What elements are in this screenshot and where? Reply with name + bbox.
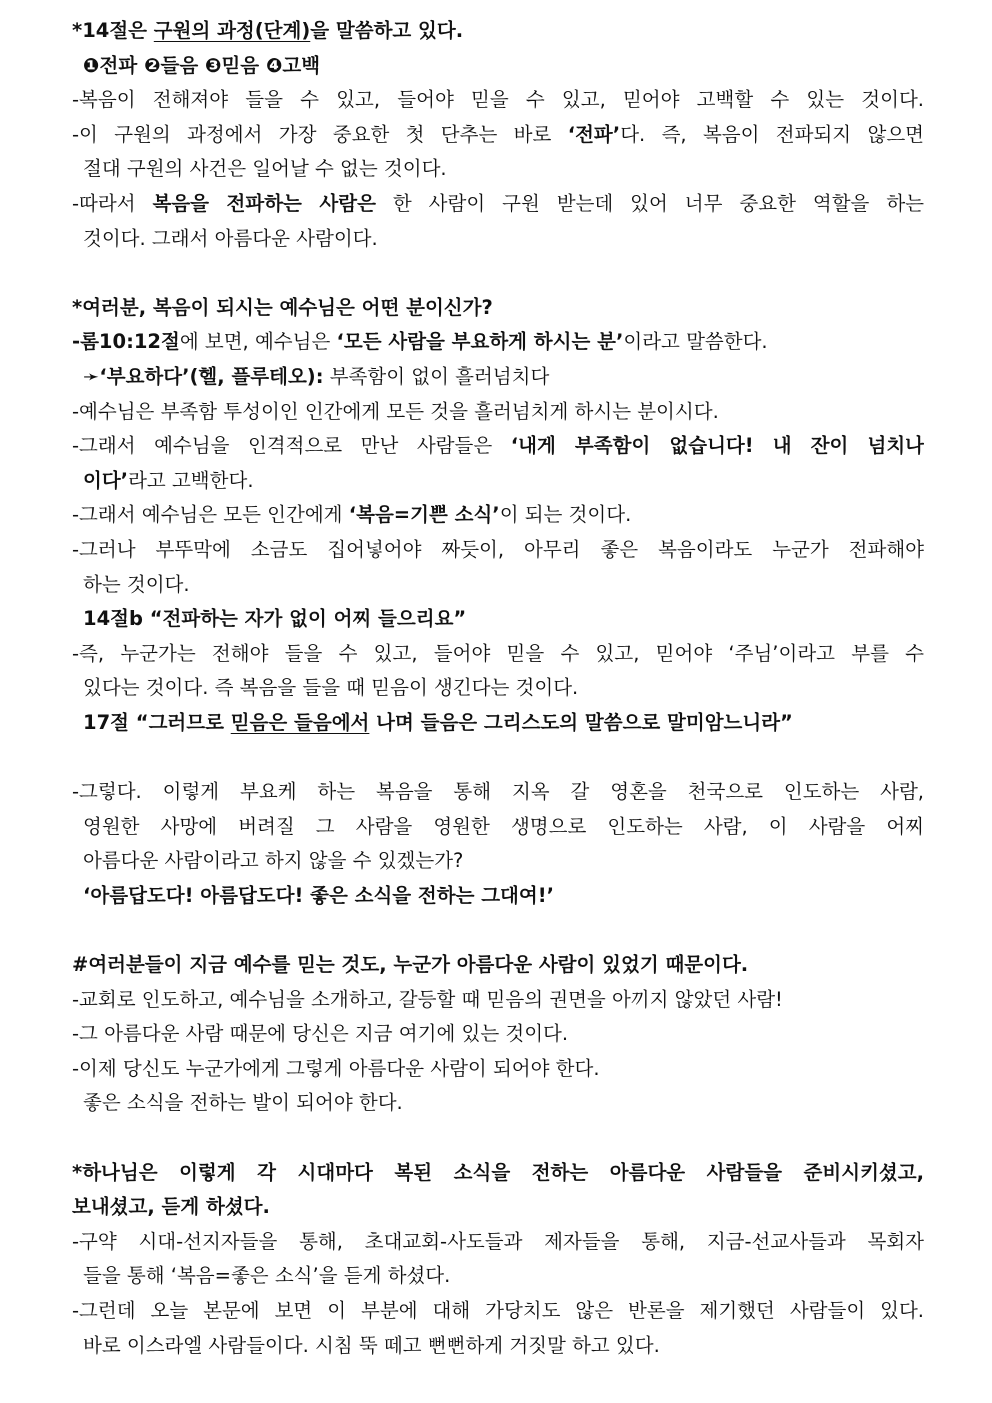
paragraph-line: -교회로 인도하고, 예수님을 소개하고, 갈등할 때 믿음의 권면을 아끼지 않았던 사람! xyxy=(72,987,783,1011)
heading-suffix: 을 말씀하고 있다. xyxy=(310,19,464,42)
paragraph-line: -예수님은 부족함 투성이인 인간에게 모든 것을 흘러넘치게 하시는 분이시다. xyxy=(72,399,719,423)
scripture-verse-14b xyxy=(72,602,924,637)
text-run: -그래서 예수님을 인격적으로 만난 사람들은 xyxy=(72,434,511,458)
paragraph-line: -즉, 누군가는 전해야 들을 수 있고, 들어야 믿을 수 있고, 믿어야 ‘주님’이라고 부를 수 xyxy=(72,641,924,665)
emphasis-text: ‘복음=기쁜 소식’ xyxy=(348,503,500,527)
paragraph-line: 아름다운 사람이라고 하지 않을 수 있겠는가? xyxy=(83,849,464,873)
verse-prefix: 17절 “그러므로 xyxy=(83,710,231,734)
paragraph-line: -복음이 전해져야 들을 수 있고, 들어야 믿을 수 있고, 믿어야 고백할 수 있는 것이다. xyxy=(72,88,924,112)
section-heading-god-prepared xyxy=(72,1156,924,1191)
paragraph-line: -구약 시대-선지자들을 통해, 초대교회-사도들과 제자들을 통해, 지금-선교사들과 목회자 xyxy=(72,1229,924,1253)
definition-term: ➛‘부요하다’(헬, 플루테오): xyxy=(83,364,324,388)
text-run: 다. 즉, 복음이 전파되지 않으면 xyxy=(620,122,924,146)
emphasis-text: ‘모든 사람을 부요하게 하시는 분’ xyxy=(336,330,624,354)
text-run: 이 되는 것이다. xyxy=(499,503,632,527)
paragraph-line xyxy=(72,187,924,222)
blank-line xyxy=(72,740,924,775)
emphasis-text: ‘전파’ xyxy=(567,122,621,146)
paragraph-line: 것이다. 그래서 아름다운 사람이다. xyxy=(83,226,378,250)
text-run: -따라서 xyxy=(72,191,153,215)
paragraph-line xyxy=(72,118,924,153)
verse-suffix: 나며 들음은 그리스도의 말씀으로 말미암느니라” xyxy=(369,710,793,734)
paragraph-line: -이제 당신도 누군가에게 그렇게 아름다운 사람이 되어야 한다. xyxy=(72,1056,600,1080)
section-heading-jesus xyxy=(72,291,924,326)
emphasis-text: ‘내게 부족함이 없습니다! 내 잔이 넘치나 xyxy=(510,434,924,458)
paragraph-line xyxy=(72,464,924,499)
text-run: -이 구원의 과정에서 가장 중요한 첫 단추는 바로 xyxy=(72,122,568,146)
blank-line xyxy=(72,1121,924,1156)
salvation-steps xyxy=(72,49,924,84)
paragraph-line: 하는 것이다. xyxy=(83,572,190,596)
section-heading-salvation-process xyxy=(72,14,924,49)
paragraph-line xyxy=(72,325,924,360)
heading-text: 보내셨고, 듣게 하셨다. xyxy=(72,1195,270,1219)
heading-text: *하나님은 이렇게 각 시대마다 복된 소식을 전하는 아름다운 사람들을 준비시키셨고, xyxy=(72,1160,924,1184)
text-run: 라고 고백한다. xyxy=(128,468,254,492)
heading-prefix: *14절은 xyxy=(72,19,154,42)
paragraph-line: 바로 이스라엘 사람들이다. 시침 뚝 떼고 뻔뻔하게 거짓말 하고 있다. xyxy=(83,1333,660,1357)
paragraph-line xyxy=(72,498,924,533)
paragraph-line: -그 아름다운 사람 때문에 당신은 지금 여기에 있는 것이다. xyxy=(72,1022,569,1046)
blank-line xyxy=(72,256,924,291)
text-run: -그래서 예수님은 모든 인간에게 xyxy=(72,503,349,527)
section-heading-beautiful-person xyxy=(72,948,924,983)
text-run: 이라고 말씀한다. xyxy=(623,330,768,354)
scripture-verse-17 xyxy=(72,706,924,741)
paragraph-line: -그러나 부뚜막에 소금도 집어넣어야 짜듯이, 아무리 좋은 복음이라도 누군가 전파해야 xyxy=(72,537,924,561)
scripture-reference: -롬10:12절 xyxy=(72,330,180,354)
section-heading-continuation xyxy=(72,1190,924,1225)
paragraph-line: 좋은 소식을 전하는 발이 되어야 한다. xyxy=(83,1091,403,1115)
paragraph-line: -그렇다. 이렇게 부요케 하는 복음을 통해 지옥 갈 영혼을 천국으로 인도하는 사람, xyxy=(72,780,924,804)
paragraph-line: -그런데 오늘 본문에 보면 이 부분에 대해 가당치도 않은 반론을 제기했던 사람들이 있다. xyxy=(72,1298,924,1322)
sermon-document xyxy=(72,14,924,1363)
verse-text: 14절b “전파하는 자가 없이 어찌 들으리요” xyxy=(83,607,467,631)
quote-text: ‘아름답도다! 아름답도다! 좋은 소식을 전하는 그대여!’ xyxy=(83,883,555,907)
blank-line xyxy=(72,913,924,948)
heading-text: #여러분들이 지금 예수를 믿는 것도, 누군가 아름다운 사람이 있었기 때문이다. xyxy=(72,953,749,977)
paragraph-line: 있다는 것이다. 즉 복음을 들을 때 믿음이 생긴다는 것이다. xyxy=(83,676,579,700)
paragraph-line: 절대 구원의 사건은 일어날 수 없는 것이다. xyxy=(83,157,447,181)
heading-text: *여러분, 복음이 되시는 예수님은 어떤 분이신가? xyxy=(72,295,493,319)
text-run: 에 보면, 예수님은 xyxy=(179,330,337,354)
steps-text: ❶전파 ❷들음 ❸믿음 ❹고백 xyxy=(83,53,321,77)
heading-underlined-phrase: 구원의 과정(단계) xyxy=(153,19,311,42)
emphasis-text: 복음을 전파하는 사람은 xyxy=(152,191,376,215)
paragraph-line: 영원한 사망에 버려질 그 사람을 영원한 생명으로 인도하는 사람, 이 사람을 어찌 xyxy=(83,814,924,838)
paragraph-line xyxy=(72,429,924,464)
verse-underlined-phrase: 믿음은 들음에서 xyxy=(230,710,370,734)
emphasis-text: 이다’ xyxy=(83,468,129,492)
paragraph-line: 들을 통해 ‘복음=좋은 소식’을 듣게 하셨다. xyxy=(83,1264,451,1288)
definition-text: 부족함이 없이 흘러넘치다 xyxy=(323,364,550,388)
word-definition xyxy=(72,360,924,395)
exclamation-quote xyxy=(72,879,924,914)
text-run: 한 사람이 구원 받는데 있어 너무 중요한 역할을 하는 xyxy=(375,191,924,215)
